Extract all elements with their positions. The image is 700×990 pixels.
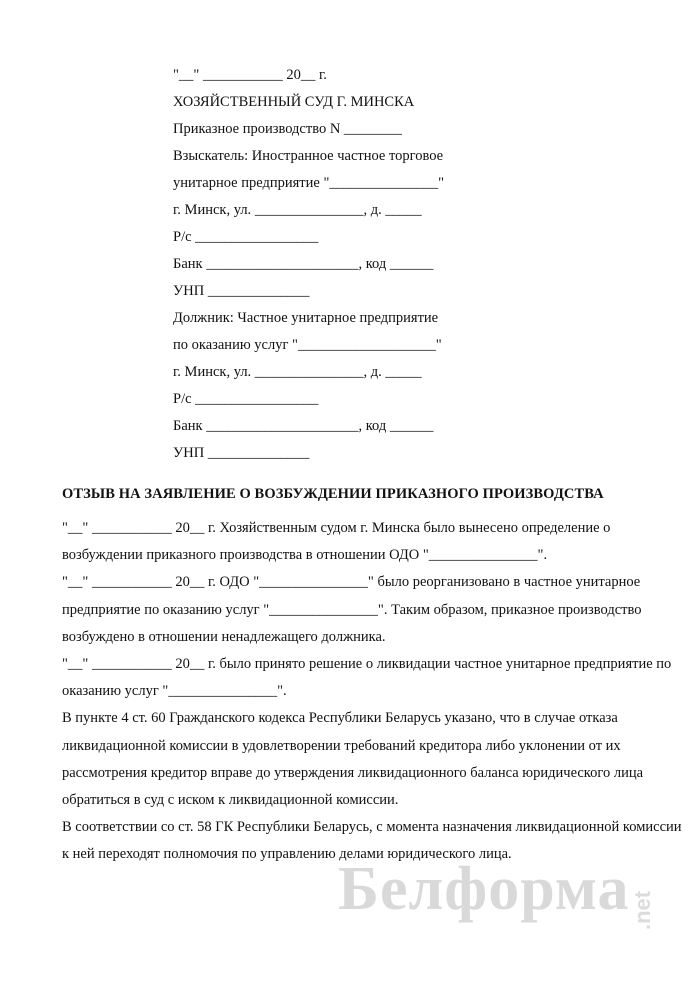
- claimant-bank-line: Банк _____________________, код ______: [173, 256, 434, 272]
- claimant-name-line: унитарное предприятие "_______________": [173, 175, 445, 191]
- body-line: рассмотрения кредитор вправе до утверждения ликвидационного баланса юридического лица: [62, 764, 644, 781]
- body-line: В соответствии со ст. 58 ГК Республики Беларусь, с момента назначения ликвидационной комиссии: [62, 819, 682, 836]
- body-line: к ней переходят полномочия по управлению делами юридического лица.: [62, 846, 512, 863]
- body-line: возбуждено в отношении ненадлежащего должника.: [62, 628, 386, 645]
- watermark-suffix: .net: [630, 890, 655, 930]
- debtor-name-line: по оказанию услуг "___________________": [173, 337, 442, 353]
- claimant-line: Взыскатель: Иностранное частное торговое: [173, 148, 444, 164]
- body-line: "__" ___________ 20__ г. было принято решение о ликвидации частное унитарное предприятие по: [62, 655, 672, 672]
- document-title: ОТЗЫВ НА ЗАЯВЛЕНИЕ О ВОЗБУЖДЕНИИ ПРИКАЗНОГО ПРОИЗВОДСТВА: [62, 486, 604, 502]
- debtor-line: Должник: Частное унитарное предприятие: [173, 310, 439, 326]
- body-line: В пункте 4 ст. 60 Гражданского кодекса Республики Беларусь указано, что в случае отказа: [62, 710, 618, 727]
- body-line: ликвидационной комиссии в удовлетворении требований кредитора либо уклонении от их: [62, 737, 621, 754]
- case-number-line: Приказное производство N ________: [173, 121, 402, 137]
- body-line: возбуждении приказного производства в отношении ОДО "_______________".: [62, 547, 548, 564]
- body-line: предприятие по оказанию услуг "_______________". Таким образом, приказное производство: [62, 601, 642, 618]
- debtor-bank-line: Банк _____________________, код ______: [173, 418, 434, 434]
- watermark-logo: Белформа: [338, 855, 630, 923]
- header-date-line: "__" ___________ 20__ г.: [173, 67, 327, 83]
- body-line: "__" ___________ 20__ г. Хозяйственным судом г. Минска было вынесено определение о: [62, 520, 611, 536]
- court-name: ХОЗЯЙСТВЕННЫЙ СУД Г. МИНСКА: [173, 94, 415, 110]
- claimant-unp-line: УНП ______________: [173, 283, 310, 299]
- document-body: [62, 515, 682, 868]
- debtor-address-line: г. Минск, ул. _______________, д. _____: [173, 364, 422, 380]
- body-line: оказанию услуг "_______________".: [62, 683, 287, 700]
- claimant-account-line: Р/с _________________: [173, 229, 319, 245]
- body-line: "__" ___________ 20__ г. ОДО "_______________" было реорганизовано в частное унитарное: [62, 574, 641, 591]
- document-header: [173, 62, 593, 467]
- debtor-unp-line: УНП ______________: [173, 445, 310, 461]
- claimant-address-line: г. Минск, ул. _______________, д. _____: [173, 202, 422, 218]
- body-line: обратиться в суд с иском к ликвидационной комиссии.: [62, 791, 399, 808]
- debtor-account-line: Р/с _________________: [173, 391, 319, 407]
